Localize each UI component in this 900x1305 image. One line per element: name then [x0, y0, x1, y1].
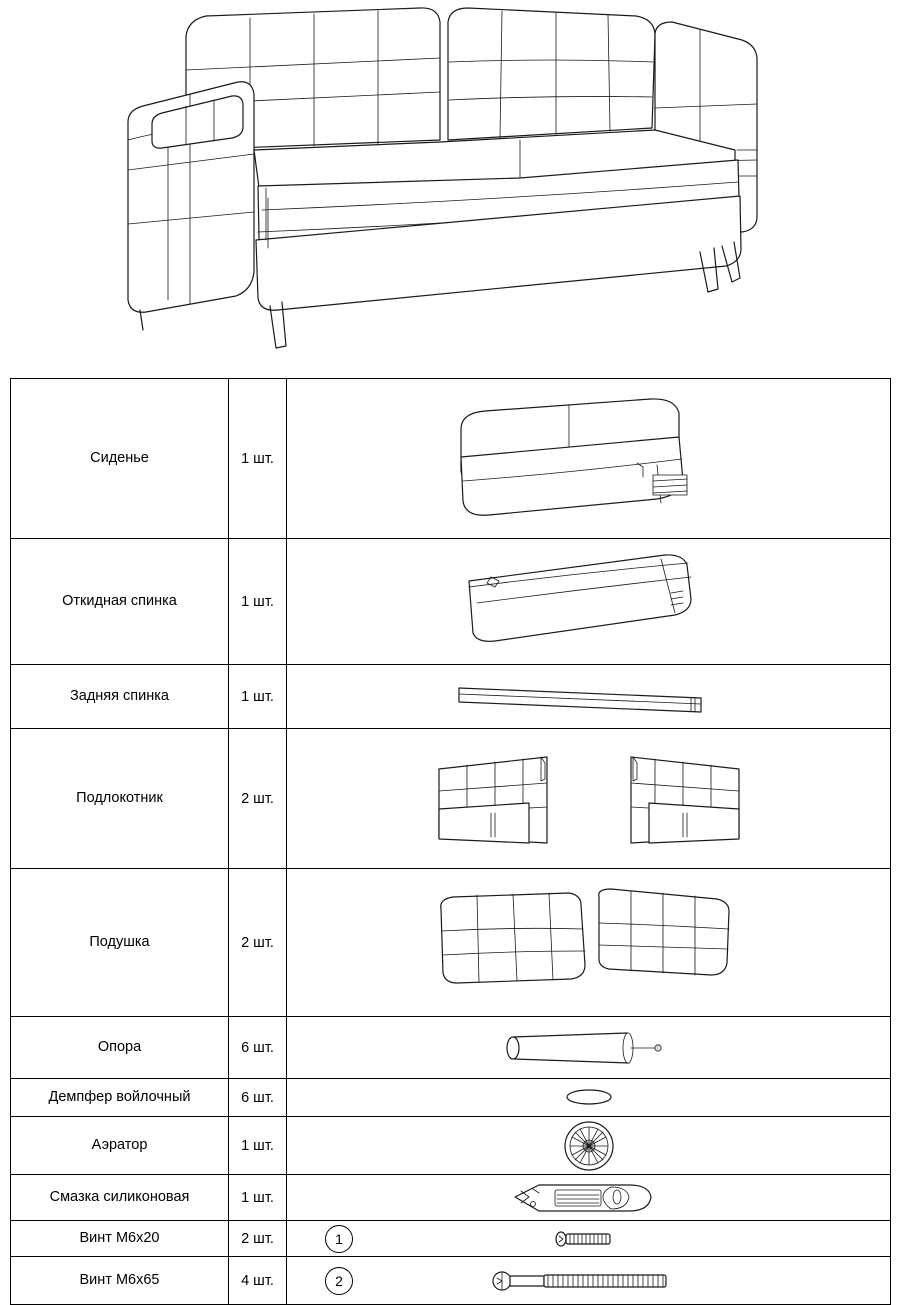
part-name: Винт М6х65 — [11, 1257, 229, 1305]
table-row — [11, 729, 891, 869]
part-name: Подлокотник — [11, 729, 229, 869]
parts-list-table — [10, 378, 891, 1305]
part-qty: 2 шт. — [229, 729, 287, 869]
part-image-leg-support — [287, 1017, 891, 1079]
part-name: Сиденье — [11, 379, 229, 539]
part-qty: 1 шт. — [229, 1117, 287, 1175]
part-qty: 6 шт. — [229, 1079, 287, 1117]
part-name: Откидная спинка — [11, 539, 229, 665]
part-image-cushion-pair — [287, 869, 891, 1017]
table-row — [11, 1221, 891, 1257]
table-row — [11, 539, 891, 665]
part-image-silicone-grease — [287, 1175, 891, 1221]
part-image-felt-damper — [287, 1079, 891, 1117]
part-image-armrest-pair — [287, 729, 891, 869]
part-name: Аэратор — [11, 1117, 229, 1175]
part-image-aerator — [287, 1117, 891, 1175]
part-qty: 1 шт. — [229, 539, 287, 665]
part-name: Подушка — [11, 869, 229, 1017]
part-qty: 1 шт. — [229, 1175, 287, 1221]
table-row — [11, 1017, 891, 1079]
part-name: Смазка силиконовая — [11, 1175, 229, 1221]
table-row — [11, 379, 891, 539]
table-row — [11, 1257, 891, 1305]
callout-badge: 1 — [325, 1225, 353, 1253]
part-image-screw-m6x20 — [287, 1221, 891, 1257]
table-row — [11, 1117, 891, 1175]
part-qty: 1 шт. — [229, 379, 287, 539]
sofa-hero-illustration — [0, 0, 900, 368]
part-image-folding-backrest — [287, 539, 891, 665]
table-row — [11, 1079, 891, 1117]
table-row — [11, 1175, 891, 1221]
part-image-rear-back-panel — [287, 665, 891, 729]
part-qty: 2 шт. — [229, 869, 287, 1017]
part-qty: 1 шт. — [229, 665, 287, 729]
part-qty: 4 шт. — [229, 1257, 287, 1305]
callout-badge: 2 — [325, 1267, 353, 1295]
table-row — [11, 869, 891, 1017]
part-image-seat — [287, 379, 891, 539]
part-name: Задняя спинка — [11, 665, 229, 729]
part-name: Демпфер войлочный — [11, 1079, 229, 1117]
part-name: Опора — [11, 1017, 229, 1079]
part-qty: 6 шт. — [229, 1017, 287, 1079]
table-row — [11, 665, 891, 729]
part-image-screw-m6x65 — [287, 1257, 891, 1305]
part-qty: 2 шт. — [229, 1221, 287, 1257]
part-name: Винт М6х20 — [11, 1221, 229, 1257]
